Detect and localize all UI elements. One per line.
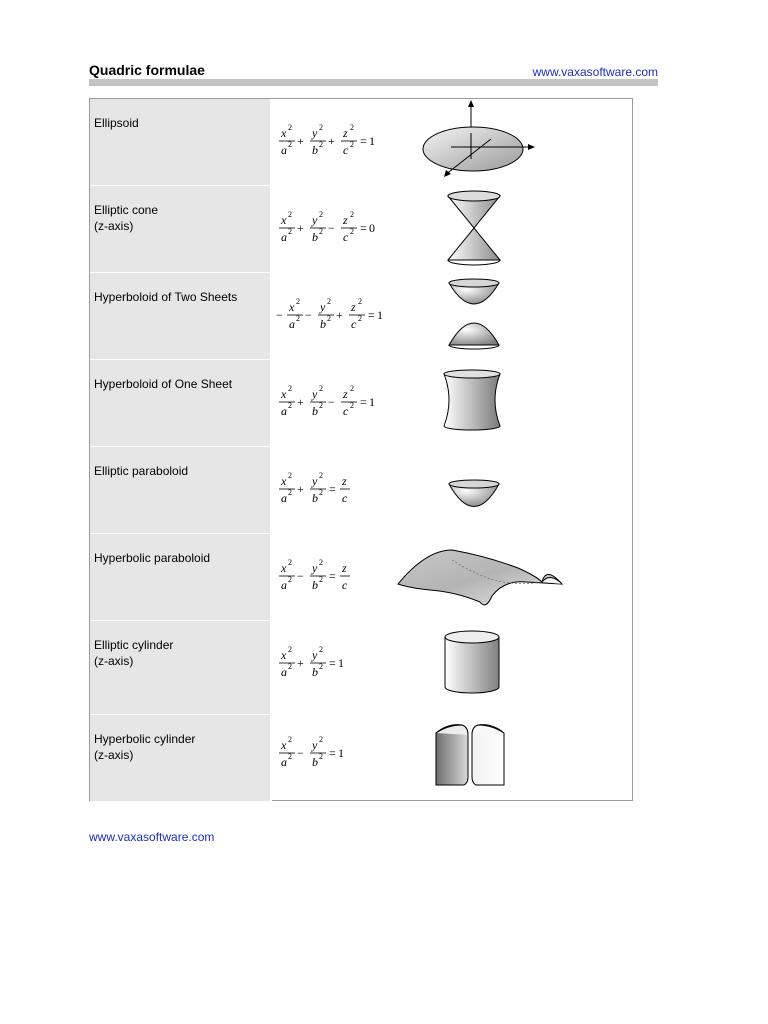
- row-name-line: Hyperbolic cylinder: [94, 732, 196, 746]
- formula-num: x: [281, 213, 287, 227]
- row-name-line: Ellipsoid: [94, 116, 139, 130]
- formula-num: y: [312, 213, 318, 227]
- saddle-surface-figure-icon: [396, 546, 568, 610]
- formula-op: −: [297, 746, 304, 760]
- formula-rhs: 0: [369, 221, 375, 235]
- formula-num: y: [312, 561, 318, 575]
- table-row-elliptic-cylinder: [90, 620, 632, 714]
- row-name-line: Hyperboloid of Two Sheets: [94, 290, 238, 304]
- formula-op: +: [328, 134, 335, 148]
- formula-op: +: [297, 482, 304, 496]
- formula-num: y: [320, 300, 326, 314]
- formula-exp: 2: [288, 210, 292, 219]
- formula-exp: 2: [350, 384, 354, 393]
- formula-den: b: [312, 665, 318, 679]
- formula-den: b: [312, 230, 318, 244]
- formula-exp: 2: [288, 123, 292, 132]
- table-row-hyperbolic-paraboloid: [90, 533, 632, 620]
- row-name-line: (z-axis): [94, 748, 134, 762]
- formula-exp: 2: [288, 384, 292, 393]
- formula-den: c: [343, 230, 349, 244]
- formula-num: x: [281, 738, 287, 752]
- row-name-line: Elliptic cone: [94, 203, 159, 217]
- formula-op: +: [297, 134, 304, 148]
- formula-den: a: [281, 230, 287, 244]
- row-name-cell: [90, 273, 272, 359]
- formula-exp: 2: [288, 401, 292, 410]
- table-row-hyperbolic-cylinder: [90, 714, 632, 801]
- formula-num: x: [281, 126, 287, 140]
- hyperbolic-cylinder-figure-icon: [434, 721, 506, 789]
- formula-num: y: [312, 738, 318, 752]
- formula-num: x: [281, 648, 287, 662]
- formula-num: z: [343, 213, 348, 227]
- formula-num: x: [281, 474, 287, 488]
- formula-den: b: [312, 755, 318, 769]
- formula-exp: 2: [288, 645, 292, 654]
- header-divider-bar: [89, 79, 658, 86]
- cylinder-figure-icon: [442, 629, 502, 695]
- formula-exp: 2: [296, 297, 300, 306]
- row-name-line: Elliptic cylinder: [94, 638, 174, 652]
- row-name-cell: [90, 534, 272, 620]
- formula-op: −: [328, 395, 335, 409]
- hyperboloid-two-sheets-figure-icon: [446, 277, 502, 351]
- formula-exp: 2: [319, 735, 323, 744]
- formula-rhs: 1: [338, 656, 344, 670]
- formula-den: b: [320, 317, 326, 331]
- formula-exp: 2: [288, 662, 292, 671]
- double-cone-figure-icon: [442, 190, 506, 268]
- formula-exp: 2: [319, 558, 323, 567]
- formula-exp: 2: [319, 645, 323, 654]
- formula-den: c: [351, 317, 357, 331]
- row-name-cell: [90, 447, 272, 533]
- formula-exp: 2: [288, 575, 292, 584]
- formula-exp: 2: [288, 752, 292, 761]
- formula-den: a: [281, 665, 287, 679]
- row-name-cell: [90, 621, 272, 714]
- formula-num: y: [312, 387, 318, 401]
- hyperboloid-one-sheet-figure-icon: [440, 368, 504, 432]
- header-website-link[interactable]: www.vaxasoftware.com: [532, 65, 658, 79]
- table-row-elliptic-paraboloid: [90, 446, 632, 533]
- row-name-line: Hyperbolic paraboloid: [94, 551, 211, 565]
- formula-exp: 2: [350, 123, 354, 132]
- formula-op: +: [297, 656, 304, 670]
- formula-num: y: [312, 126, 318, 140]
- formula-exp: 2: [319, 575, 323, 584]
- formula-den: b: [312, 578, 318, 592]
- formula-op: −: [297, 569, 304, 583]
- formula-num: y: [312, 648, 318, 662]
- formula-exp: 2: [350, 227, 354, 236]
- formula-op: −: [305, 308, 312, 322]
- formula-num: x: [289, 300, 295, 314]
- formula-num: z: [343, 126, 348, 140]
- formula-exp: 2: [319, 123, 323, 132]
- formula-op: =: [360, 395, 367, 409]
- formula-den: c: [342, 491, 348, 505]
- formula-exp: 2: [319, 488, 323, 497]
- formula-exp: 2: [319, 752, 323, 761]
- quadric-table: [89, 98, 633, 801]
- formula-den: b: [312, 404, 318, 418]
- row-name-cell: [90, 186, 272, 272]
- formula-den: a: [281, 491, 287, 505]
- page-header: [89, 62, 658, 80]
- formula-num: x: [281, 561, 287, 575]
- formula-exp: 2: [319, 401, 323, 410]
- formula-den: a: [281, 143, 287, 157]
- ellipsoid-figure-icon: [415, 99, 540, 179]
- formula-den: a: [281, 404, 287, 418]
- page-title: Quadric formulae: [89, 62, 205, 78]
- formula-exp: 2: [288, 471, 292, 480]
- formula-op: =: [329, 569, 336, 583]
- formula-den: a: [289, 317, 295, 331]
- table-row-elliptic-cone: [90, 185, 632, 272]
- formula-op: =: [329, 746, 336, 760]
- formula-num: y: [312, 474, 318, 488]
- formula-exp: 2: [288, 735, 292, 744]
- formula-num: z: [342, 474, 347, 488]
- formula-op: =: [329, 482, 336, 496]
- formula-op: =: [360, 134, 367, 148]
- formula-exp: 2: [288, 227, 292, 236]
- formula-exp: 2: [288, 558, 292, 567]
- formula-exp: 2: [327, 297, 331, 306]
- row-name-cell: [90, 715, 272, 801]
- paraboloid-bowl-figure-icon: [446, 479, 502, 515]
- formula-rhs: 1: [369, 134, 375, 148]
- formula-op: +: [297, 221, 304, 235]
- formula-num: z: [342, 561, 347, 575]
- formula-exp: 2: [350, 401, 354, 410]
- row-name-cell: [90, 99, 272, 185]
- formula-op: −: [328, 221, 335, 235]
- table-row-hyperboloid-one-sheet: [90, 359, 632, 446]
- formula-op: +: [336, 308, 343, 322]
- formula-num: z: [343, 387, 348, 401]
- row-name-cell: [90, 360, 272, 446]
- formula-den: c: [343, 143, 349, 157]
- formula-exp: 2: [327, 314, 331, 323]
- formula-exp: 2: [319, 471, 323, 480]
- formula-exp: 2: [319, 662, 323, 671]
- formula-exp: 2: [358, 314, 362, 323]
- formula-den: b: [312, 491, 318, 505]
- formula-op: =: [360, 221, 367, 235]
- formula-exp: 2: [319, 210, 323, 219]
- formula-exp: 2: [288, 140, 292, 149]
- formula-op: +: [297, 395, 304, 409]
- row-name-line: (z-axis): [94, 654, 134, 668]
- formula-num: z: [351, 300, 356, 314]
- formula-rhs: 1: [369, 395, 375, 409]
- row-name-line: Elliptic paraboloid: [94, 464, 189, 478]
- formula-exp: 2: [319, 227, 323, 236]
- formula-rhs: 1: [377, 308, 383, 322]
- formula-exp: 2: [350, 210, 354, 219]
- formula-den: a: [281, 755, 287, 769]
- table-row-ellipsoid: [90, 99, 632, 185]
- row-name-line: Hyperboloid of One Sheet: [94, 377, 233, 391]
- formula-op: =: [368, 308, 375, 322]
- formula-exp: 2: [358, 297, 362, 306]
- footer-website-link[interactable]: www.vaxasoftware.com: [89, 830, 215, 844]
- row-name-line: (z-axis): [94, 219, 134, 233]
- formula-den: a: [281, 578, 287, 592]
- formula-rhs: 1: [338, 746, 344, 760]
- formula-den: c: [342, 578, 348, 592]
- formula-exp: 2: [319, 384, 323, 393]
- formula-op: =: [329, 656, 336, 670]
- formula-exp: 2: [350, 140, 354, 149]
- formula-exp: 2: [288, 488, 292, 497]
- formula-den: c: [343, 404, 349, 418]
- formula-op: −: [276, 308, 283, 322]
- formula-den: b: [312, 143, 318, 157]
- formula-num: x: [281, 387, 287, 401]
- formula-exp: 2: [319, 140, 323, 149]
- table-row-hyperboloid-two-sheets: [90, 272, 632, 359]
- formula-exp: 2: [296, 314, 300, 323]
